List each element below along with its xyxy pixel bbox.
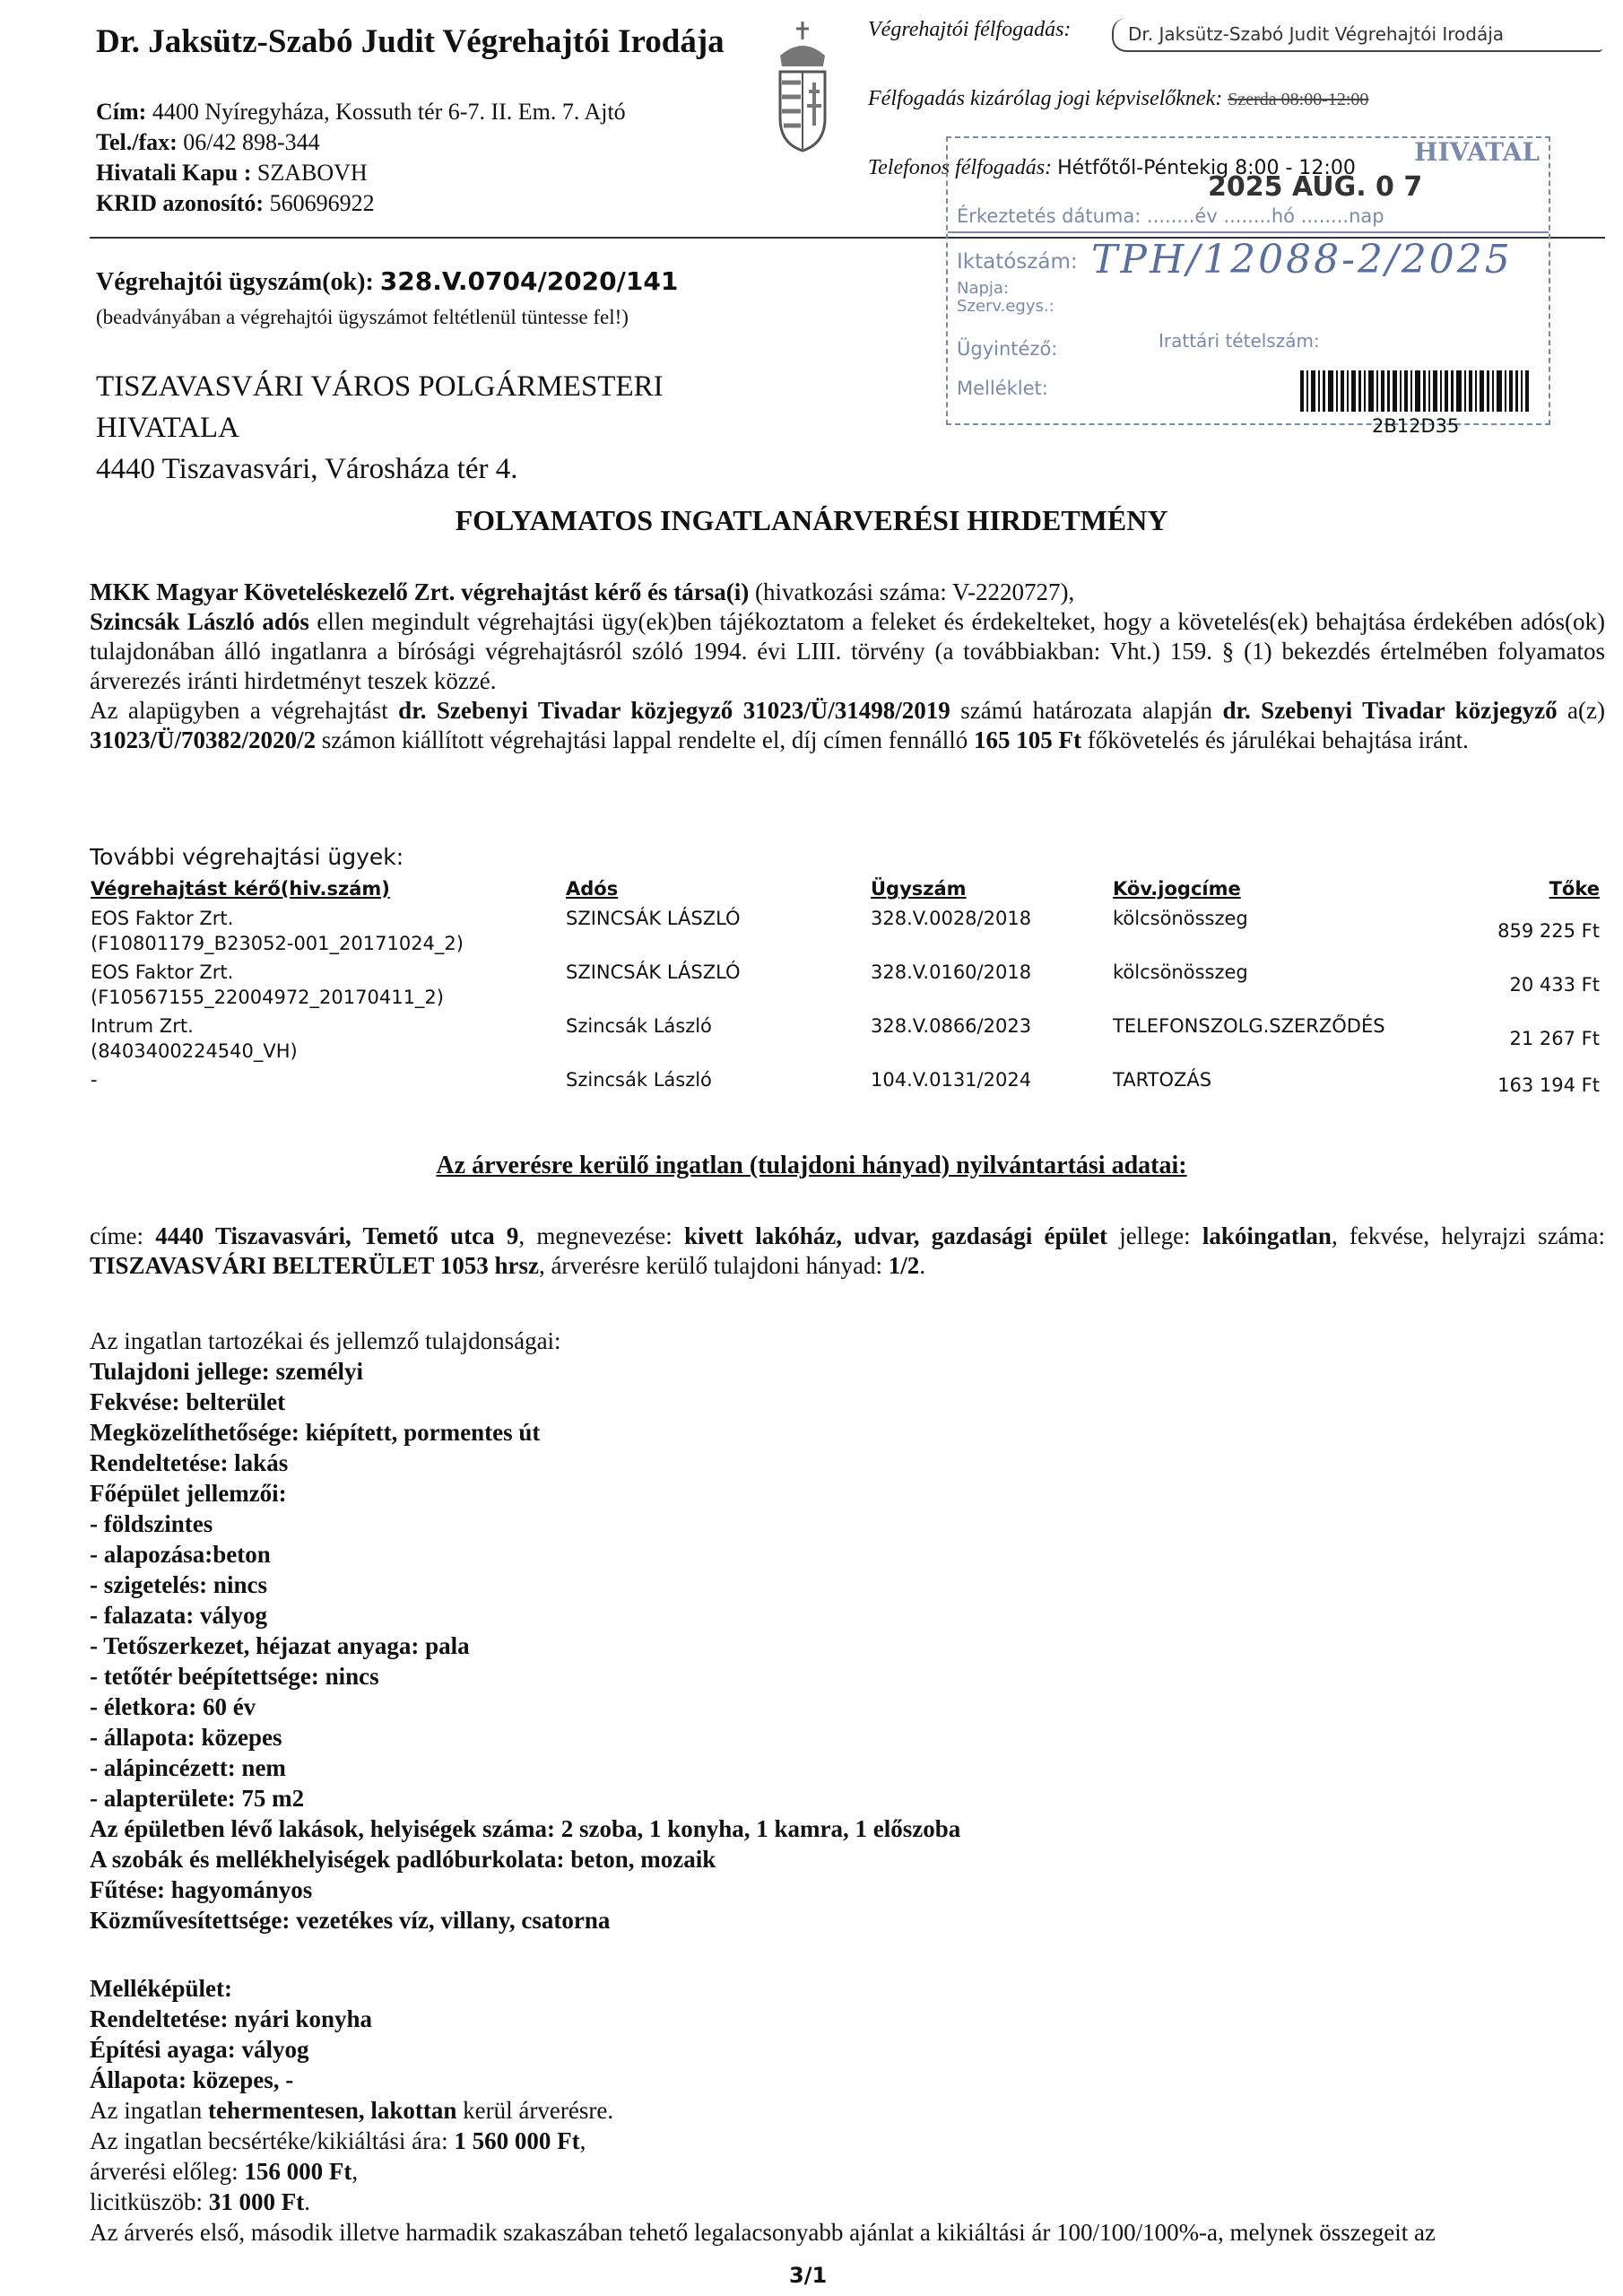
property-section-title: Az árverésre kerülő ingatlan (tulajdoni hányad) nyilvántartási adatai: [436, 1152, 1187, 1179]
feature-line: A szobák és mellékhelyiségek padlóburkolata: beton, mozaik [90, 1846, 716, 1873]
reception-note: Félfogadás kizárólag jogi képviselőknek: Szerda 08:00-12:00 [868, 87, 1369, 110]
intro-paragraph [90, 578, 1605, 755]
annex-line: Melléképület: [90, 1975, 232, 2002]
sale-line: Az ingatlan becsértéke/kikiáltási ára: 1 560 000 Ft, [90, 2127, 586, 2154]
office-address: Cím: 4400 Nyíregyháza, Kossuth tér 6-7. II. Em. 7. Ajtó [96, 99, 626, 125]
table-row: EOS Faktor Zrt. (F10801179_B23052-001_20171024_2) SZINCSÁK LÁSZLÓ 328.V.0028/2018 kölcsönösszeg 859 225 Ft [91, 908, 1600, 955]
feature-line: - szigetelés: nincs [90, 1571, 267, 1598]
intro-line-2: Szincsák László adós ellen megindult végrehajtási ügy(ek)ben tájékoztatom a feleket és érdekelteket, hogy a követelés(ek) behajtása érdekében adós(ok) tulajdonában álló ingatlanra a bírósági végrehajtásról szóló 1994. évi LIII. törvény (a továbbiakban: Vht.) 159. § (1) bekezdés értelmében folyamatos árverezés iránti hirdetményt teszek közzé. [90, 608, 1605, 694]
sale-line: Az ingatlan tehermentesen, lakottan kerül árverésre. [90, 2097, 614, 2124]
feature-line: Rendeltetése: lakás [90, 1449, 289, 1476]
annex-line: Építési ayaga: vályog [90, 2036, 309, 2063]
feature-line: Fűtése: hagyományos [90, 1876, 313, 1903]
feature-line: - falazata: vályog [90, 1602, 267, 1629]
office-phone: Tel./fax: 06/42 898-344 [96, 129, 320, 155]
coat-of-arms-icon [773, 20, 832, 154]
feature-line: Az épületben lévő lakások, helyiségek száma: 2 szoba, 1 konyha, 1 kamra, 1 előszoba [90, 1815, 961, 1842]
signature-stamp: Dr. Jaksütz-Szabó Judit Végrehajtói Irodája [1128, 23, 1505, 45]
sale-line: licitküszöb: 31 000 Ft. [90, 2188, 310, 2215]
page-number: 3/1 [789, 2263, 828, 2288]
feature-line: Fekvése: belterület [90, 1388, 286, 1415]
feature-line: - földszintes [90, 1510, 213, 1537]
features-block [90, 1326, 1605, 1935]
reception-phone-hours: Telefonos félfogadás: Hétfőtől-Péntekig 8:00 - 12:00 [868, 156, 1356, 179]
other-cases-title: További végrehajtási ügyek: [90, 844, 404, 870]
table-row: Intrum Zrt. (8403400224540_VH) Szincsák László 328.V.0866/2023 TELEFONSZOLG.SZERZŐDÉS 21 267 Ft [91, 1015, 1600, 1063]
feature-line: - alapterülete: 75 m2 [90, 1785, 305, 1812]
col-title: Köv.jogcíme [1113, 878, 1241, 900]
office-contact [96, 97, 626, 219]
annex-block [90, 1973, 1605, 2248]
stamp-date: 2025 AUG. 0 7 [1208, 171, 1423, 203]
stamp-file-label: Iktatószám: [957, 250, 1078, 274]
annex-line: Állapota: közepes, - [90, 2066, 294, 2093]
annex-line: Rendeltetése: nyári konyha [90, 2005, 372, 2032]
feature-line: - alápincézett: nem [90, 1754, 286, 1781]
reception-hours-label: Végrehajtói félfogadás: [868, 18, 1072, 41]
property-details: címe: 4440 Tiszavasvári, Temető utca 9, megnevezése: kivett lakóház, udvar, gazdasági épület jellege: lakóingatlan, fekvése, helyrajzi száma: TISZAVASVÁRI BELTERÜLET 1053 hrsz, árverésre kerülő tulajdoni hányad: 1/2. [90, 1222, 1605, 1279]
sale-line: árverési előleg: 156 000 Ft, [90, 2158, 359, 2185]
feature-line: Tulajdoni jellege: személyi [90, 1358, 363, 1385]
intro-line-1: MKK Magyar Követeléskezelő Zrt. végrehajtást kérő és társa(i) (hivatkozási száma: V-2220727), [90, 578, 1075, 605]
features-intro: Az ingatlan tartozékai és jellemző tulajdonságai: [90, 1327, 561, 1354]
col-creditor: Végrehajtást kérő(hiv.szám) [91, 878, 390, 900]
feature-line: - tetőtér beépítettsége: nincs [90, 1663, 379, 1690]
feature-line: - alapozása:beton [90, 1541, 271, 1568]
barcode-text: 2B12D35 [1372, 415, 1460, 437]
stamp-received: Érkeztetés dátuma: ........év ........hó ........nap [957, 205, 1384, 227]
office-kapu: Hivatali Kapu : SZABOVH [96, 160, 368, 186]
table-row: - Szincsák László 104.V.0131/2024 TARTOZÁS 163 194 Ft [91, 1069, 1600, 1097]
stamp-attachment: Melléklet: [957, 378, 1048, 399]
intro-line-3: Az alapügyben a végrehajtást dr. Szebenyi Tivadar közjegyző 31023/Ü/31498/2019 számú határozata alapján dr. Szebenyi Tivadar közjegyző a(z) 31023/Ü/70382/2020/2 számon kiállított végrehajtási lappal rendelte el, díj címen fennálló 165 105 Ft főkövetelés és járulékai behajtása iránt. [90, 697, 1605, 753]
signature-stamp-box [1112, 18, 1602, 52]
col-debtor: Adós [566, 878, 619, 900]
feature-line: Megközelíthetősége: kiépített, pormentes út [90, 1419, 541, 1446]
stamp-day: Napja: Szerv.egys.: [957, 279, 1055, 316]
case-note: (beadványában a végrehajtói ügyszámot feltétlenül tüntesse fel!) [96, 306, 629, 328]
col-amount: Tőke [1549, 878, 1600, 900]
feature-line: - állapota: közepes [90, 1724, 282, 1751]
feature-line: - Tetőszerkezet, héjazat anyaga: pala [90, 1632, 470, 1659]
barcode-icon [1300, 370, 1529, 412]
document-title: FOLYAMATOS INGATLANÁRVERÉSI HIRDETMÉNY [455, 504, 1168, 536]
stamp-divider [948, 231, 1549, 233]
feature-line: Főépület jellemzői: [90, 1480, 287, 1507]
case-number-line: Végrehajtói ügyszám(ok): 328.V.0704/2020/141 [96, 266, 679, 296]
stamp-archive: Irattári tételszám: [1159, 330, 1320, 352]
office-title: Dr. Jaksütz-Szabó Judit Végrehajtói Irodája [96, 23, 725, 60]
table-row: EOS Faktor Zrt. (F10567155_22004972_20170411_2) SZINCSÁK LÁSZLÓ 328.V.0160/2018 kölcsönösszeg 20 433 Ft [91, 961, 1600, 1009]
recipient: TISZAVASVÁRI VÁROS POLGÁRMESTERI HIVATALA 4440 Tiszavasvári, Városháza tér 4. [96, 370, 664, 485]
stamp-file-number: TPH/12088-2/2025 [1091, 237, 1513, 283]
stamp-handler: Ügyintéző: [957, 338, 1058, 360]
feature-line: - életkora: 60 év [90, 1693, 256, 1720]
office-krid: KRID azonosító: 560696922 [96, 190, 375, 216]
table-header-row [85, 877, 1605, 906]
feature-line: Közművesítettsége: vezetékes víz, villany, csatorna [90, 1907, 611, 1934]
other-cases-table [85, 877, 1605, 1101]
sale-line: Az árverés első, második illetve harmadik szakaszában tehető legalacsonyabb ajánlat a kikiáltási ár 100/100/100%-a, melynek összegeit az [90, 2219, 1436, 2246]
col-case: Ügyszám [871, 878, 967, 900]
stamp-office: HIVATAL [1414, 137, 1541, 167]
